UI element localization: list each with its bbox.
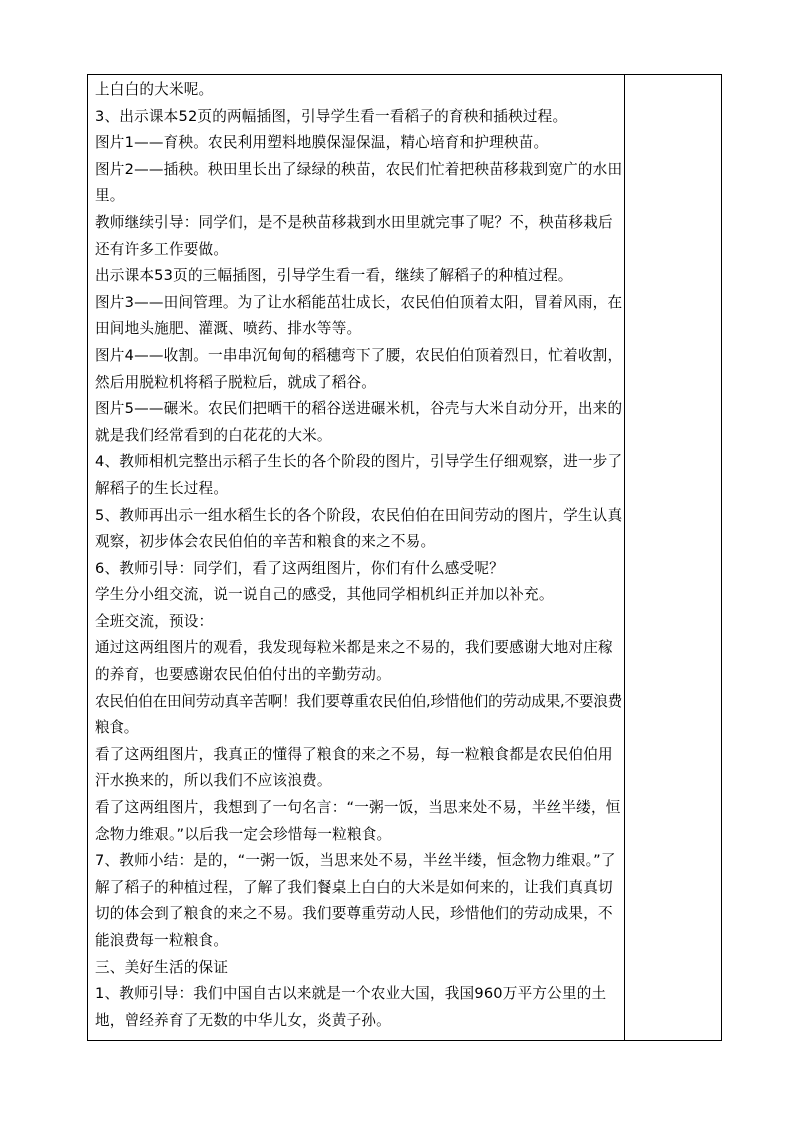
- paragraph-14: 全班交流，预设：: [95, 612, 214, 630]
- paragraph-9: 图片5——碾米。农民们把晒干的稻谷送进碾米机，谷壳与大米自动分开，出来的就是我们经常看到的白花花的大米。: [95, 400, 623, 444]
- paragraph-15: 通过这两组图片的观看，我发现每粒米都是来之不易的，我们要感谢大地对庄稼的养育，也要感谢农民伯伯付出的辛勤劳动。: [95, 639, 613, 684]
- paragraph-13: 学生分小组交流，说一说自己的感受，其他同学相机纠正并加以补充。: [95, 586, 554, 604]
- lesson-content-cell: [95, 77, 623, 1034]
- paragraph-8: 图片4——收割。一串串沉甸甸的稻穗弯下了腰，农民伯伯顶着烈日，忙着收割，然后用脱粒机将稻子脱粒后，就成了稻谷。: [95, 346, 623, 391]
- paragraph-6: 出示课本53页的三幅插图，引导学生看一看，继续了解稻子的种植过程。: [95, 267, 573, 285]
- paragraph-19: 7、教师小结：是的，“一粥一饭，当思来处不易，半丝半缕，恒念物力维艰。”了解了稻子的种植过程，了解了我们餐桌上白白的大米是如何来的，让我们真真切切的体会到了粮食的来之不易。我们要尊重劳动人民，珍惜他们的劳动成果，不能浪费每一粒粮食。: [95, 852, 616, 949]
- paragraph-11: 5、教师再出示一组水稻生长的各个阶段，农民伯伯在田间劳动的图片，学生认真观察，初步体会农民伯伯的辛苦和粮食的来之不易。: [95, 506, 623, 551]
- paragraph-16: 农民伯伯在田间劳动真辛苦啊！我们要尊重农民伯伯,珍惜他们的劳动成果,不要浪费粮食。: [95, 692, 623, 737]
- section-heading: 三、美好生活的保证: [95, 958, 229, 976]
- paragraph-4: 图片2——插秧。秧田里长出了绿绿的秧苗，农民们忙着把秧苗移栽到宽广的水田里。: [95, 160, 623, 205]
- paragraph-7: 图片3——田间管理。为了让水稻能茁壮成长，农民伯伯顶着太阳，冒着风雨，在田间地头施肥、灌溉、喷药、排水等等。: [95, 293, 623, 338]
- paragraph-2: 3、出示课本52页的两幅插图，引导学生看一看稻子的育秧和插秧过程。: [95, 107, 568, 125]
- lesson-table: [87, 74, 722, 1041]
- paragraph-17: 看了这两组图片，我真正的懂得了粮食的来之不易，每一粒粮食都是农民伯伯用汗水换来的，所以我们不应该浪费。: [95, 745, 613, 790]
- paragraph-10: 4、教师相机完整出示稻子生长的各个阶段的图片，引导学生仔细观察，进一步了解稻子的生长过程。: [95, 453, 623, 497]
- paragraph-1: 上白白的大米呢。: [95, 81, 214, 98]
- paragraph-3: 图片1——育秧。农民利用塑料地膜保湿保温，精心培育和护理秧苗。: [95, 134, 549, 152]
- paragraph-12: 6、教师引导：同学们，看了这两组图片，你们有什么感受呢？: [95, 559, 504, 577]
- paragraph-5: 教师继续引导：同学们，是不是秧苗移栽到水田里就完事了呢？不，秧苗移栽后还有许多工作要做。: [95, 213, 613, 258]
- notes-cell: [625, 75, 721, 1040]
- paragraph-18: 看了这两组图片，我想到了一句名言：“一粥一饭，当思来处不易，半丝半缕，恒念物力维艰。”以后我一定会珍惜每一粒粮食。: [95, 799, 621, 843]
- paragraph-21: 1、教师引导：我们中国自古以来就是一个农业大国，我国960万平方公里的土地，曾经养育了无数的中华儿女，炎黄子孙。: [95, 985, 607, 1029]
